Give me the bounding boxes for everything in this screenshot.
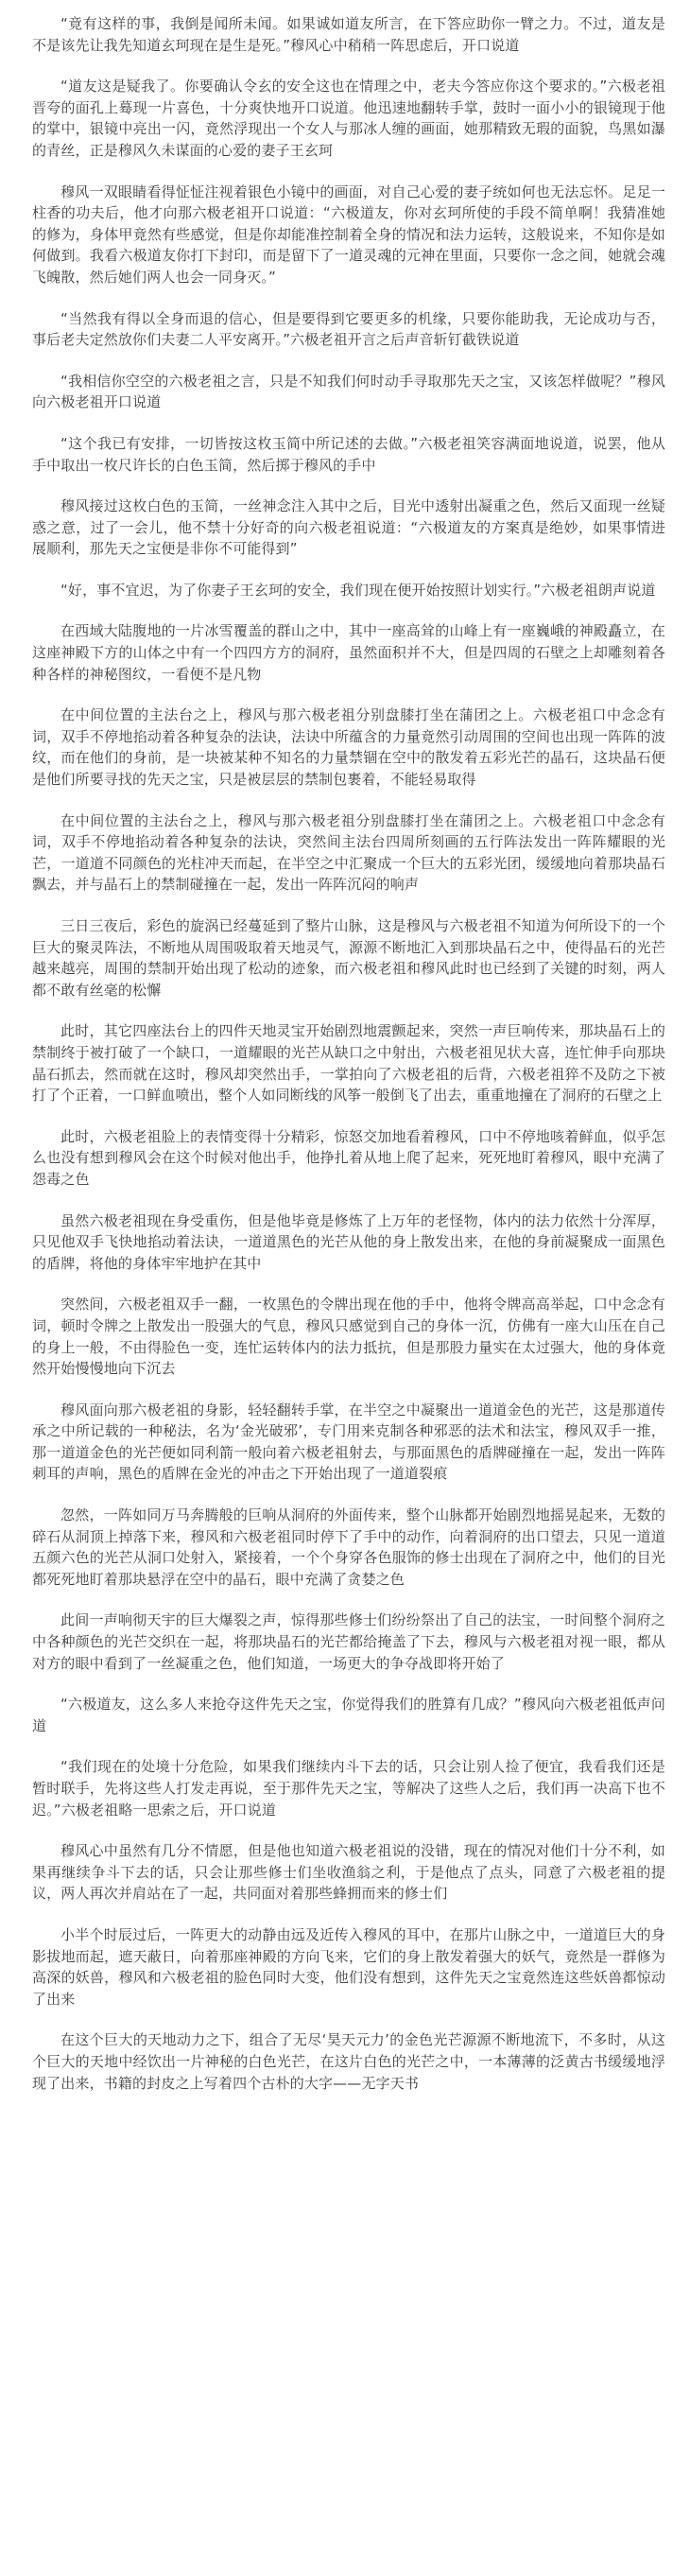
paragraph: “道友这是疑我了。你要确认令玄的安全这也在情理之中，老夫今答应你这个要求的。”六极老祖晋夸的面孔上蓦现一片喜色，十分爽快地开口说道。他迅速地翻转手掌，鼓时一面小小的银镜现于他的掌中，银镜中亮出一闪，竟然浮现出一个女人与那冰人缠的画面，她那精致无瑕的面貌，鸟黑如瀑的青丝，正是穆风久未谋面的心爱的妻子王玄珂 [32, 78, 665, 159]
paragraph: “好，事不宜迟，为了你妻子王玄珂的安全，我们现在便开始按照计划实行。”六极老祖朗声说道 [60, 581, 656, 599]
paragraph: 虽然六极老祖现在身受重伤，但是他毕竟是修炼了上万年的老怪物，体内的法力依然十分浑厚，只见他双手飞快地掐动着法诀，一道道黑色的光芒从他的身上散发出来，在他的身前凝聚成一面黑色的盾牌，将他的身体牢牢地护在其中 [32, 1211, 665, 1272]
paragraph: 穆风心中虽然有几分不情愿，但是他也知道六极老祖说的没错，现在的情况对他们十分不利，如果再继续争斗下去的话，只会让那些修士们坐收渔翁之利，于是他点了点头，同意了六极老祖的提议，两人再次并肩站在了一起，共同面对着那些蜂拥而来的修士们 [32, 1842, 665, 1903]
paragraph: 此时，六极老祖脸上的表情变得十分精彩，惊怒交加地看着穆风，口中不停地咳着鲜血，似乎怎么也没有想到穆风会在这个时候对他出手，他挣扎着从地上爬了起来，死死地盯着穆风，眼中充满了怨毒之色 [32, 1127, 665, 1188]
paragraph: 三日三夜后，彩色的旋涡已经蔓延到了整片山脉，这是穆风与六极老祖不知道为何所设下的一个巨大的聚灵阵法，不断地从周围吸取着天地灵气，源源不断地汇入到那块晶石之中，使得晶石的光芒越来越亮，周围的禁制开始出现了松动的迹象，而六极老祖和穆风此时也已经到了关键的时刻，两人都不敢有丝毫的松懈 [32, 917, 665, 999]
paragraph: “这个我已有安排，一切皆按这枚玉简中所记述的去做。”六极老祖笑容满面地说道，说罢，他从手中取出一枚尺许长的白色玉简，然后掷于穆风的手中 [32, 434, 665, 474]
paragraph: 此时，其它四座法台上的四件天地灵宝开始剧烈地震颤起来，突然一声巨响传来，那块晶石上的禁制终于被打破了一个缺口，一道耀眼的光芒从缺口之中射出，六极老祖见状大喜，连忙伸手向那块晶石抓去，然而就在这时，穆风却突然出手，一掌拍向了六极老祖的后背，六极老祖猝不及防之下被打了个正着，一口鲜血喷出，整个人如同断线的风筝一般倒飞了出去，重重地撞在了洞府的石壁之上 [32, 1022, 665, 1105]
paragraph: “竟有这样的事，我倒是闻所未闻。如果诚如道友所言，在下答应助你一臂之力。不过，道友是不是该先让我先知道玄珂现在是生是死。”穆风心中稍稍一阵思虑后，开口说道 [32, 15, 665, 54]
paragraph: “我们现在的处境十分危险，如果我们继续内斗下去的话，只会让别人捡了便宜，我看我们还是暂时联手，先将这些人打发走再说，至于那件先天之宝，等解决了这些人之后，我们再一决高下也不迟。”六极老祖略一思索之后，开口说道 [32, 1758, 665, 1819]
paragraph: 突然间，六极老祖双手一翻，一枚黑色的令牌出现在他的手中，他将令牌高高举起，口中念念有词，顿时令牌之上散发出一股强大的气息，穆风只感觉到自己的身体一沉，仿佛有一座大山压在自己的身上一般，不由得脸色一变，连忙运转体内的法力抵抗，但是那股力量实在太过强大，他的身体竟然开始慢慢地向下沉去 [32, 1296, 665, 1378]
paragraph: 穆风面向那六极老祖的身影，轻轻翻转手掌，在半空之中凝聚出一道道金色的光芒，这是那道传承之中所记载的一种秘法，名为‘金光破邪’，专门用来克制各种邪恶的法术和法宝，穆风双手一推，那一道道金色的光芒便如同利箭一般向着六极老祖射去，与那面黑色的盾牌碰撞在一起，发出一阵阵刺耳的声响，黑色的盾牌在金光的冲击之下开始出现了一道道裂痕 [32, 1401, 665, 1483]
paragraph: 穆风接过这枚白色的玉简，一丝神念注入其中之后，目光中透射出凝重之色，然后又面现一丝疑惑之意，过了一会儿，他不禁十分好奇的向六极老祖说道：“六极道友的方案真是绝妙，如果事情进展顺利，那先天之宝便是非你不可能得到” [32, 497, 665, 558]
paragraph: 在中间位置的主法台之上，穆风与那六极老祖分别盘膝打坐在蒲团之上。六极老祖口中念念有词，双手不停地掐动着各种复杂的法诀，突然间主法台四周所刻画的五行阵法发出一阵阵耀眼的光芒，一道道不同颜色的光柱冲天而起，在半空之中汇聚成一个巨大的五彩光团，缓缓地向着那块晶石飘去，并与晶石上的禁制碰撞在一起，发出一阵阵沉闷的响声 [32, 811, 665, 894]
paragraph: 此间一声响彻天宇的巨大爆裂之声，惊得那些修士们纷纷祭出了自己的法宝，一时间整个洞府之中各种颜色的光芒交织在一起，将那块晶石的光芒都给掩盖了下去，穆风与六极老祖对视一眼，都从对方的眼中看到了一丝凝重之色，他们知道，一场更大的争夺战即将开始了 [32, 1611, 665, 1672]
paragraph: 忽然，一阵如同万马奔腾般的巨响从洞府的外面传来，整个山脉都开始剧烈地摇晃起来，无数的碎石从洞顶上掉落下来，穆风和六极老祖同时停下了手中的动作，向着洞府的出口望去，只见一道道五颜六色的光芒从洞口处射入，紧接着，一个个身穿各色服饰的修士出现在了洞府之中，他们的目光都死死地盯着那块悬浮在空中的晶石，眼中充满了贪婪之色 [32, 1506, 665, 1588]
paragraph: “我相信你空空的六极老祖之言，只是不知我们何时动手寻取那先天之宝，又该怎样做呢？”穆风向六极老祖开口说道 [32, 372, 665, 411]
paragraph: “当然我有得以全身而退的信心，但是要得到它要更多的机缘，只要你能助我，无论成功与否，事后老夫定然放你们夫妻二人平安离开。”六极老祖开言之后声音斩钉截铁说道 [32, 309, 665, 349]
paragraph: 在西域大陆腹地的一片冰雪覆盖的群山之中，其中一座高耸的山峰上有一座巍峨的神殿矗立，在这座神殿下方的山体之中有一个四四方方的洞府，虽然面积并不大，但是四周的石壁之上却雕刻着各种各样的神秘图纹，一看便不是凡物 [32, 622, 665, 683]
paragraph: 小半个时辰过后，一阵更大的动静由远及近传入穆风的耳中，在那片山脉之中，一道道巨大的身影拔地而起，遮天蔽日，向着那座神殿的方向飞来，它们的身上散发着强大的妖气，竟然是一群修为高深的妖兽，穆风和六极老祖的脸色同时大变，他们没有想到，这件先天之宝竟然连这些妖兽都惊动了出来 [32, 1925, 665, 2008]
paragraph: 在这个巨大的天地动力之下，组合了无尽‘昊天元力’的金色光芒源源不断地流下，不多时，从这个巨大的天地中经饮出一片神秘的白色光芒，在这片白色的光芒之中，一本薄薄的泛黄古书缓缓地浮现了出来，书籍的封皮之上写着四个古朴的大字——无字天书 [32, 2031, 665, 2092]
paragraph: 在中间位置的主法台之上，穆风与那六极老祖分别盘膝打坐在蒲团之上。六极老祖口中念念有词，双手不停地掐动着各种复杂的法诀，法诀中所蕴含的力量竟然引动周围的空间也出现一阵阵的波纹，而在他们的身前，是一块被某种不知名的力量禁锢在空中的散发着五彩光芒的晶石，这块晶石便是他们所要寻找的先天之宝，只是被层层的禁制包裹着，不能轻易取得 [32, 706, 665, 789]
paragraph: “六极道友，这么多人来抢夺这件先天之宝，你觉得我们的胜算有几成？”穆风向六极老祖低声问道 [32, 1696, 665, 1734]
paragraph: 穆风一双眼睛看得怔怔注视着银色小镜中的画面，对自己心爱的妻子统如何也无法忘怀。足足一柱香的功夫后，他才向那六极老祖开口说道：“六极道友，你对玄珂所使的手段不简单啊！我猜准她的修为，身体甲竟然有些感觉，但是你却能准控制着全身的情况和法力运转，这般说来，不知你是如何做到。我看六极道友你打下封印，而是留下了一道灵魂的元神在里面，只要你一念之间，她就会魂飞魄散，然后她们两人也会一同身灭。” [32, 183, 665, 286]
